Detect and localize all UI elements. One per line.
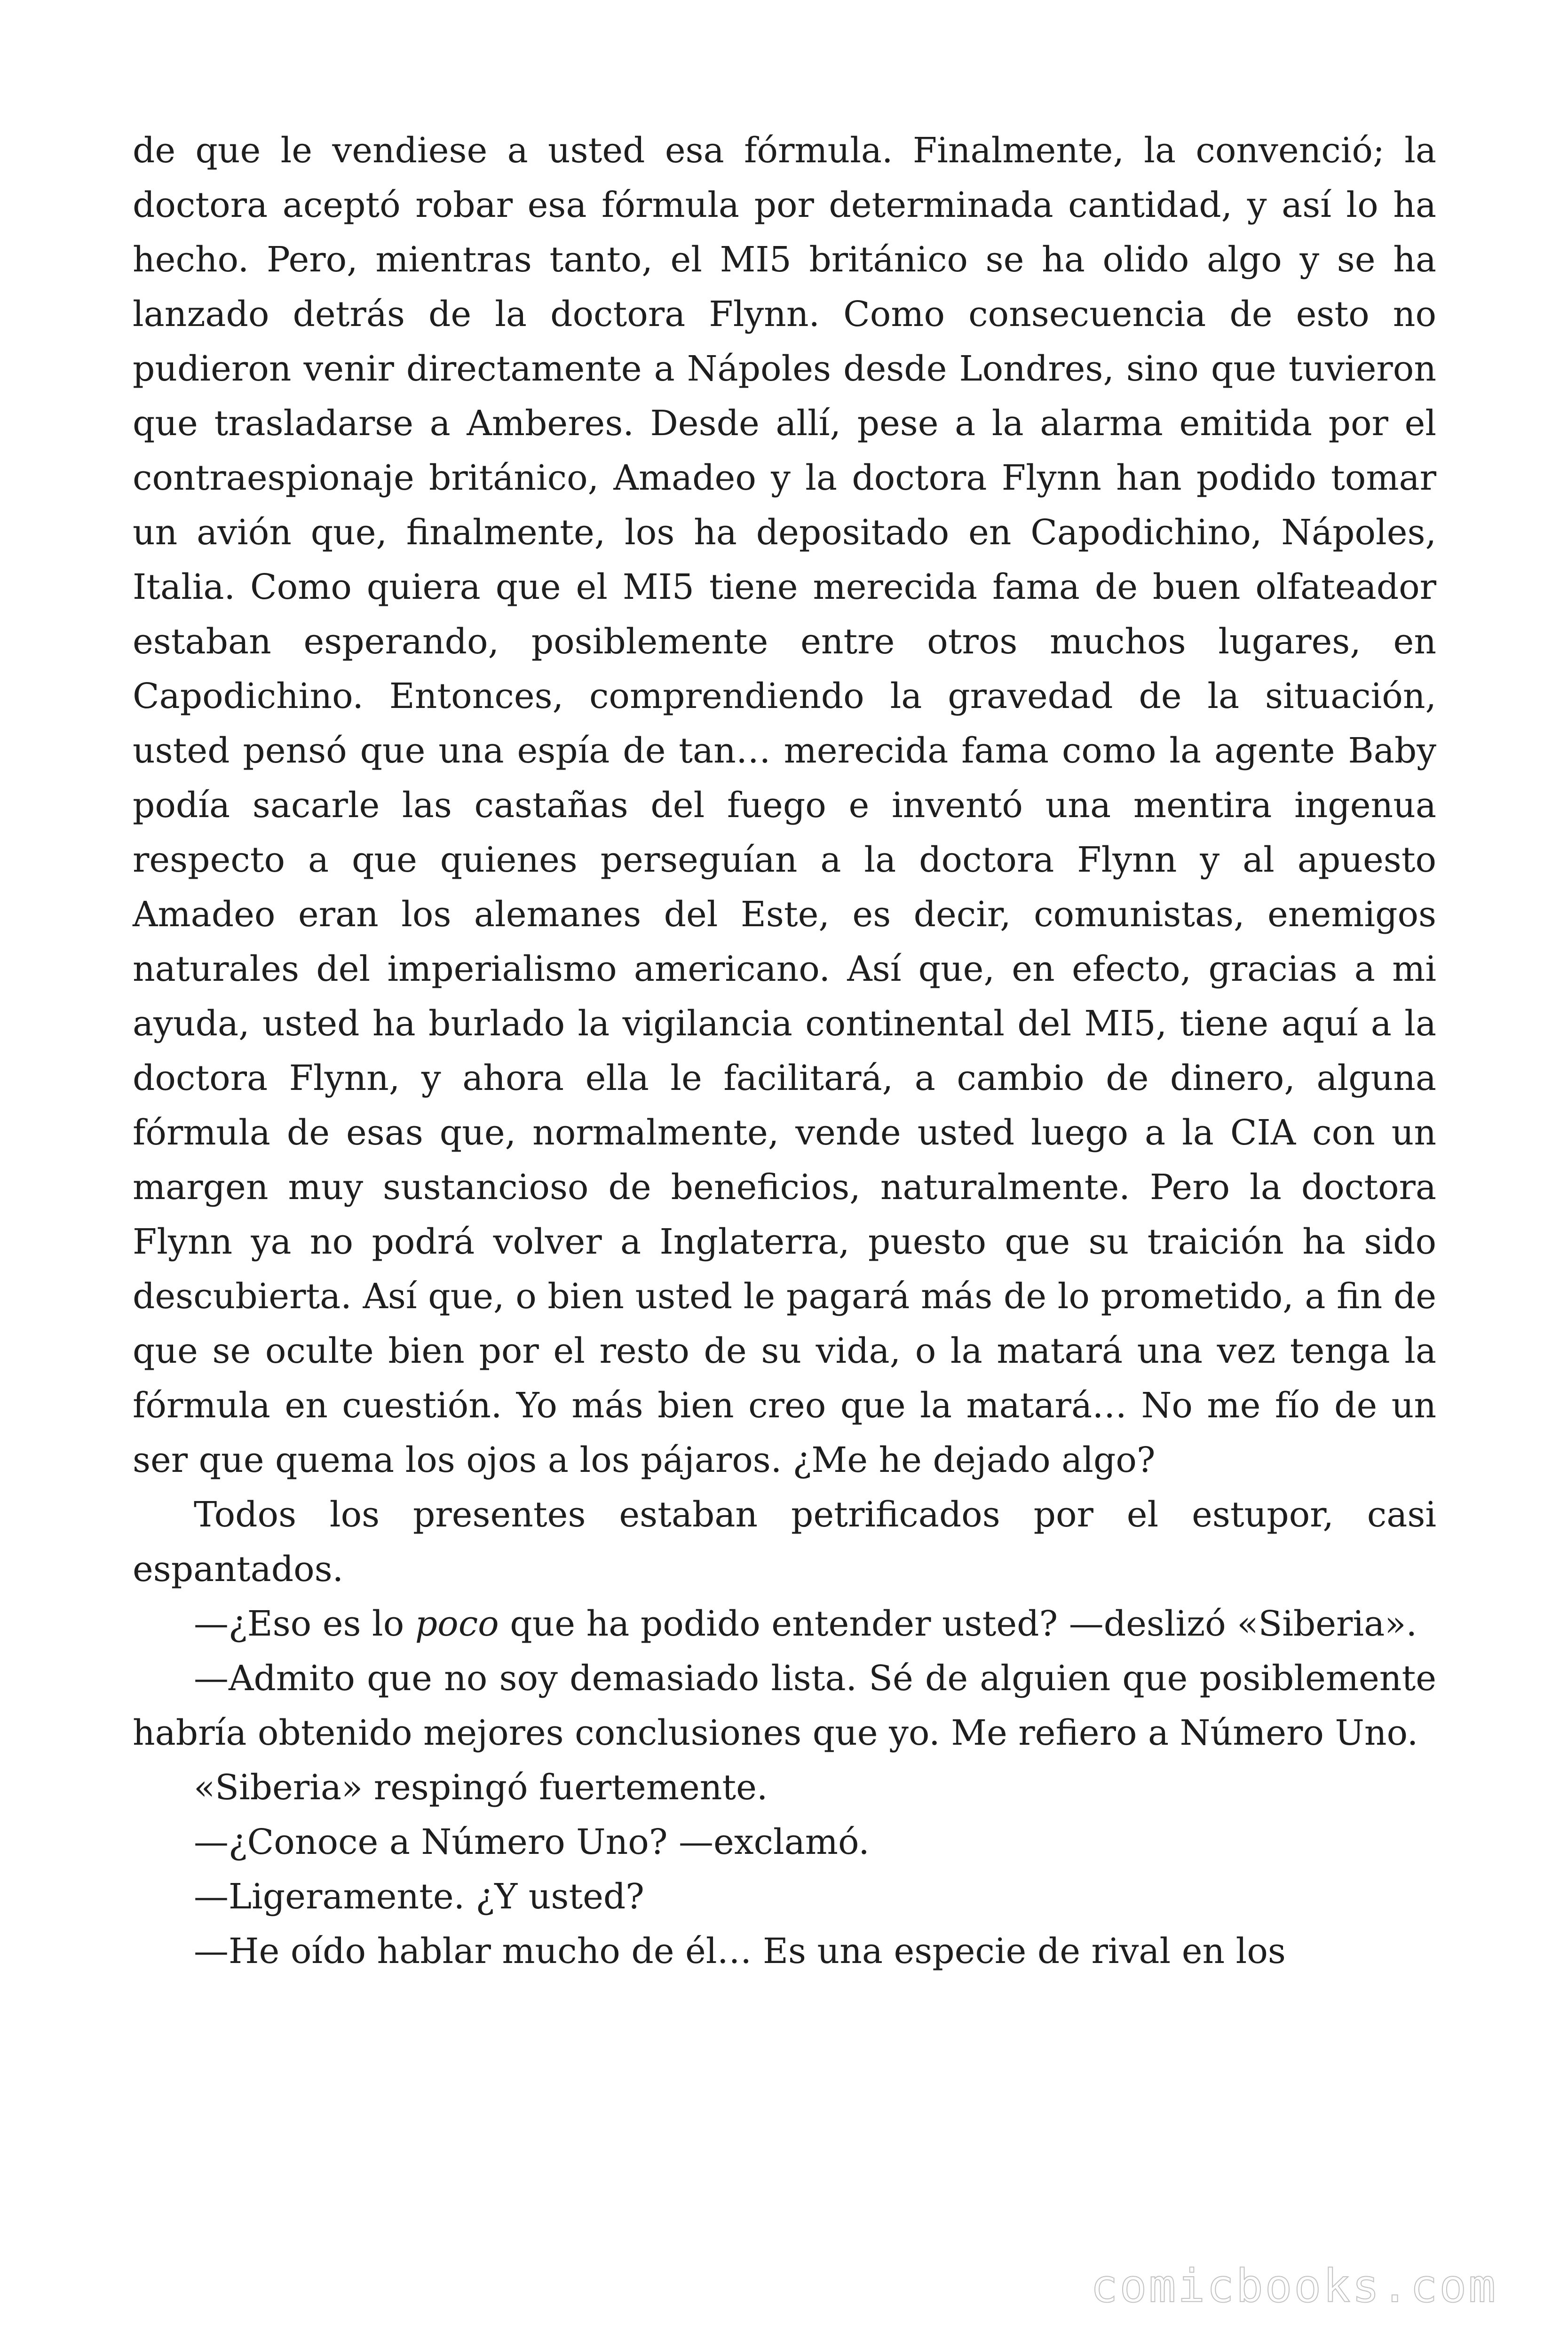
watermark: comicbooks.com — [1090, 2260, 1497, 2312]
paragraph-8: —He oído hablar mucho de él… Es una especie de rival en los — [194, 1931, 1286, 1971]
paragraph-1: de que le vendiese a usted esa fórmula. Finalmente, la convenció; la doctora aceptó robar esa fórmula por determinada cantidad, y así lo ha hecho. Pero, mientras tanto, el MI5 británico se ha olido algo y se ha lanzado detrás de la doctora Flynn. Como consecuencia de esto no pudieron venir directamente a Nápoles desde Londres, sino que tuvieron que trasladarse a Amberes. Desde allí, pese a la alarma emitida por el contraespionaje británico, Amadeo y la doctora Flynn han podido tomar un avión que, finalmente, los ha depositado en Capodichino, Nápoles, Italia. Como quiera que el MI5 tiene merecida fama de buen olfateador estaban esperando, posiblemente entre otros muchos lugares, en Capodichino. Entonces, comprendiendo la gravedad de la situación, usted pensó que una espía de tan… merecida fama como la agente Baby podía sacarle las castañas del fuego e inventó una mentira ingenua respecto a que quienes perseguían a la doctora Flynn y al apuesto Amadeo eran los alemanes del Este, es decir, comunistas, enemigos naturales del imperialismo americano. Así que, en efecto, gracias a mi ayuda, usted ha burlado la vigilancia continental del MI5, tiene aquí a la doctora Flynn, y ahora ella le facilitará, a cambio de dinero, alguna fórmula de esas que, normalmente, vende usted luego a la CIA con un margen muy sustancioso de beneficios, naturalmente. Pero la doctora Flynn ya no podrá volver a Inglaterra, puesto que su traición ha sido descubierta. Así que, o bien usted le pagará más de lo prometido, a fin de que se oculte bien por el resto de su vida, o la matará una vez tenga la fórmula en cuestión. Yo más bien creo que la matará… No me fío de un ser que quema los ojos a los pájaros. ¿Me he dejado algo? — [133, 130, 1436, 1480]
paragraph-6: —¿Conoce a Número Uno? —exclamó. — [194, 1822, 870, 1862]
paragraph-7: —Ligeramente. ¿Y usted? — [194, 1876, 644, 1917]
paragraph-3-start: —¿Eso es lo — [194, 1604, 415, 1644]
paragraph-2: Todos los presentes estaban petrificados por el estupor, casi espantados. — [133, 1494, 1436, 1589]
paragraph-5: «Siberia» respingó fuertemente. — [194, 1767, 768, 1808]
paragraph-3 — [133, 1597, 1436, 1651]
body-text — [133, 123, 1436, 1979]
italic-word: poco — [415, 1604, 499, 1644]
paragraph-3-end: que ha podido entender usted? —deslizó «Siberia». — [499, 1604, 1417, 1644]
paragraph-4: —Admito que no soy demasiado lista. Sé de alguien que posiblemente habría obtenido mejores conclusiones que yo. Me refiero a Número Uno. — [133, 1658, 1436, 1753]
